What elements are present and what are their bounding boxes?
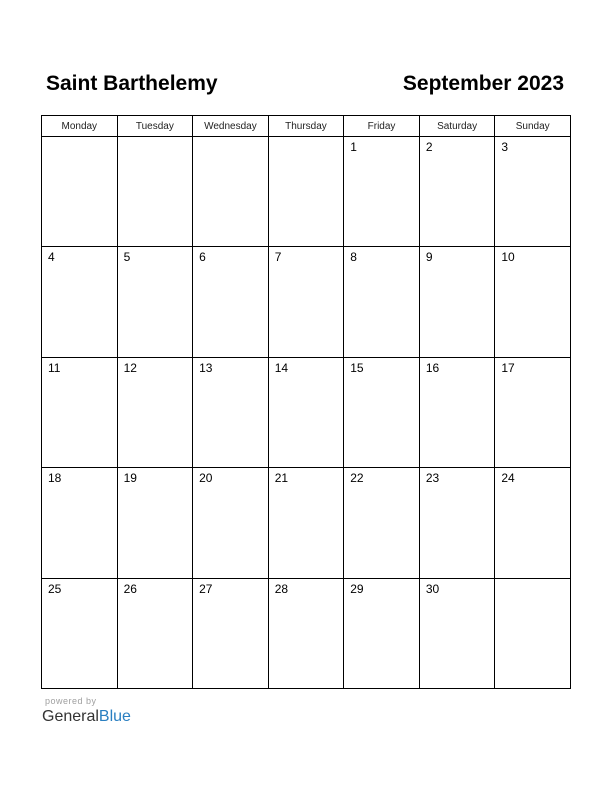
- day-number: 21: [274, 471, 289, 486]
- day-cell: [42, 137, 118, 247]
- footer-branding: [42, 696, 131, 727]
- day-cell: [193, 578, 269, 688]
- day-number: 24: [501, 471, 515, 486]
- day-number: [118, 137, 193, 140]
- week-row: [42, 468, 571, 578]
- day-number: [495, 579, 570, 582]
- day-number: 5: [123, 250, 131, 265]
- day-number: 28: [274, 581, 289, 596]
- day-number: [42, 137, 117, 140]
- week-row: [42, 247, 571, 357]
- day-cell: [117, 468, 193, 578]
- day-cell: [344, 137, 420, 247]
- day-number: 30: [425, 581, 440, 596]
- day-number: 20: [199, 471, 213, 486]
- day-number: 25: [48, 581, 62, 596]
- day-cell: [193, 247, 269, 357]
- week-row: [42, 137, 571, 247]
- day-number: 29: [350, 581, 364, 596]
- day-cell: [268, 578, 344, 688]
- calendar-month-title: September 2023: [402, 72, 564, 95]
- day-cell: [495, 578, 571, 688]
- day-number: 15: [350, 360, 364, 375]
- day-number: 16: [425, 360, 440, 375]
- day-number: 13: [199, 360, 213, 375]
- day-cell: [419, 357, 495, 467]
- weekday-header: Wednesday: [193, 116, 269, 137]
- day-cell: [42, 578, 118, 688]
- day-cell: [193, 357, 269, 467]
- powered-by-text: powered by: [45, 696, 97, 706]
- day-number: 22: [350, 471, 364, 486]
- day-cell: [117, 137, 193, 247]
- day-cell: [42, 247, 118, 357]
- day-number: 23: [425, 471, 440, 486]
- weekday-header-row: [42, 116, 571, 137]
- calendar-grid: [41, 115, 571, 689]
- day-cell: [419, 578, 495, 688]
- day-cell: [193, 468, 269, 578]
- day-cell: [495, 357, 571, 467]
- day-number: 19: [123, 471, 137, 486]
- day-number: 14: [274, 360, 289, 375]
- brand-name-blue: Blue: [98, 708, 131, 725]
- day-cell: [268, 468, 344, 578]
- day-cell: [117, 357, 193, 467]
- day-number: 11: [48, 360, 61, 375]
- day-cell: [268, 357, 344, 467]
- day-number: 12: [123, 360, 137, 375]
- day-number: 6: [199, 250, 206, 265]
- day-cell: [42, 468, 118, 578]
- generalblue-logo[interactable]: [42, 707, 131, 727]
- day-cell: [495, 247, 571, 357]
- day-cell: [268, 137, 344, 247]
- day-number: 10: [501, 250, 515, 265]
- weekday-header: Saturday: [419, 116, 495, 137]
- weekday-header: Sunday: [495, 116, 571, 137]
- weekday-header: Tuesday: [117, 116, 193, 137]
- day-number: 4: [48, 250, 55, 265]
- day-cell: [268, 247, 344, 357]
- day-number: [193, 137, 268, 140]
- day-cell: [419, 468, 495, 578]
- weekday-header: Friday: [344, 116, 420, 137]
- day-number: 7: [274, 250, 282, 265]
- day-cell: [495, 468, 571, 578]
- day-number: [269, 137, 344, 140]
- day-number: 18: [48, 471, 62, 486]
- day-number: 9: [425, 250, 433, 265]
- day-number: 8: [350, 250, 357, 265]
- day-cell: [344, 578, 420, 688]
- calendar-country-title: Saint Barthelemy: [46, 72, 218, 95]
- weekday-header: Thursday: [268, 116, 344, 137]
- day-number: 27: [199, 581, 213, 596]
- day-number: 3: [501, 140, 509, 154]
- day-cell: [42, 357, 118, 467]
- day-cell: [419, 247, 495, 357]
- day-cell: [344, 247, 420, 357]
- brand-name-general: General: [42, 708, 99, 725]
- day-cell: [419, 137, 495, 247]
- day-number: 26: [123, 581, 137, 596]
- week-row: [42, 578, 571, 688]
- day-cell: [344, 357, 420, 467]
- weekday-header: Monday: [42, 116, 118, 137]
- day-number: 1: [350, 140, 357, 154]
- day-cell: [193, 137, 269, 247]
- day-cell: [117, 578, 193, 688]
- day-cell: [117, 247, 193, 357]
- day-number: 2: [425, 140, 433, 154]
- week-row: [42, 357, 571, 467]
- day-cell: [495, 137, 571, 247]
- day-cell: [344, 468, 420, 578]
- day-number: 17: [501, 360, 515, 375]
